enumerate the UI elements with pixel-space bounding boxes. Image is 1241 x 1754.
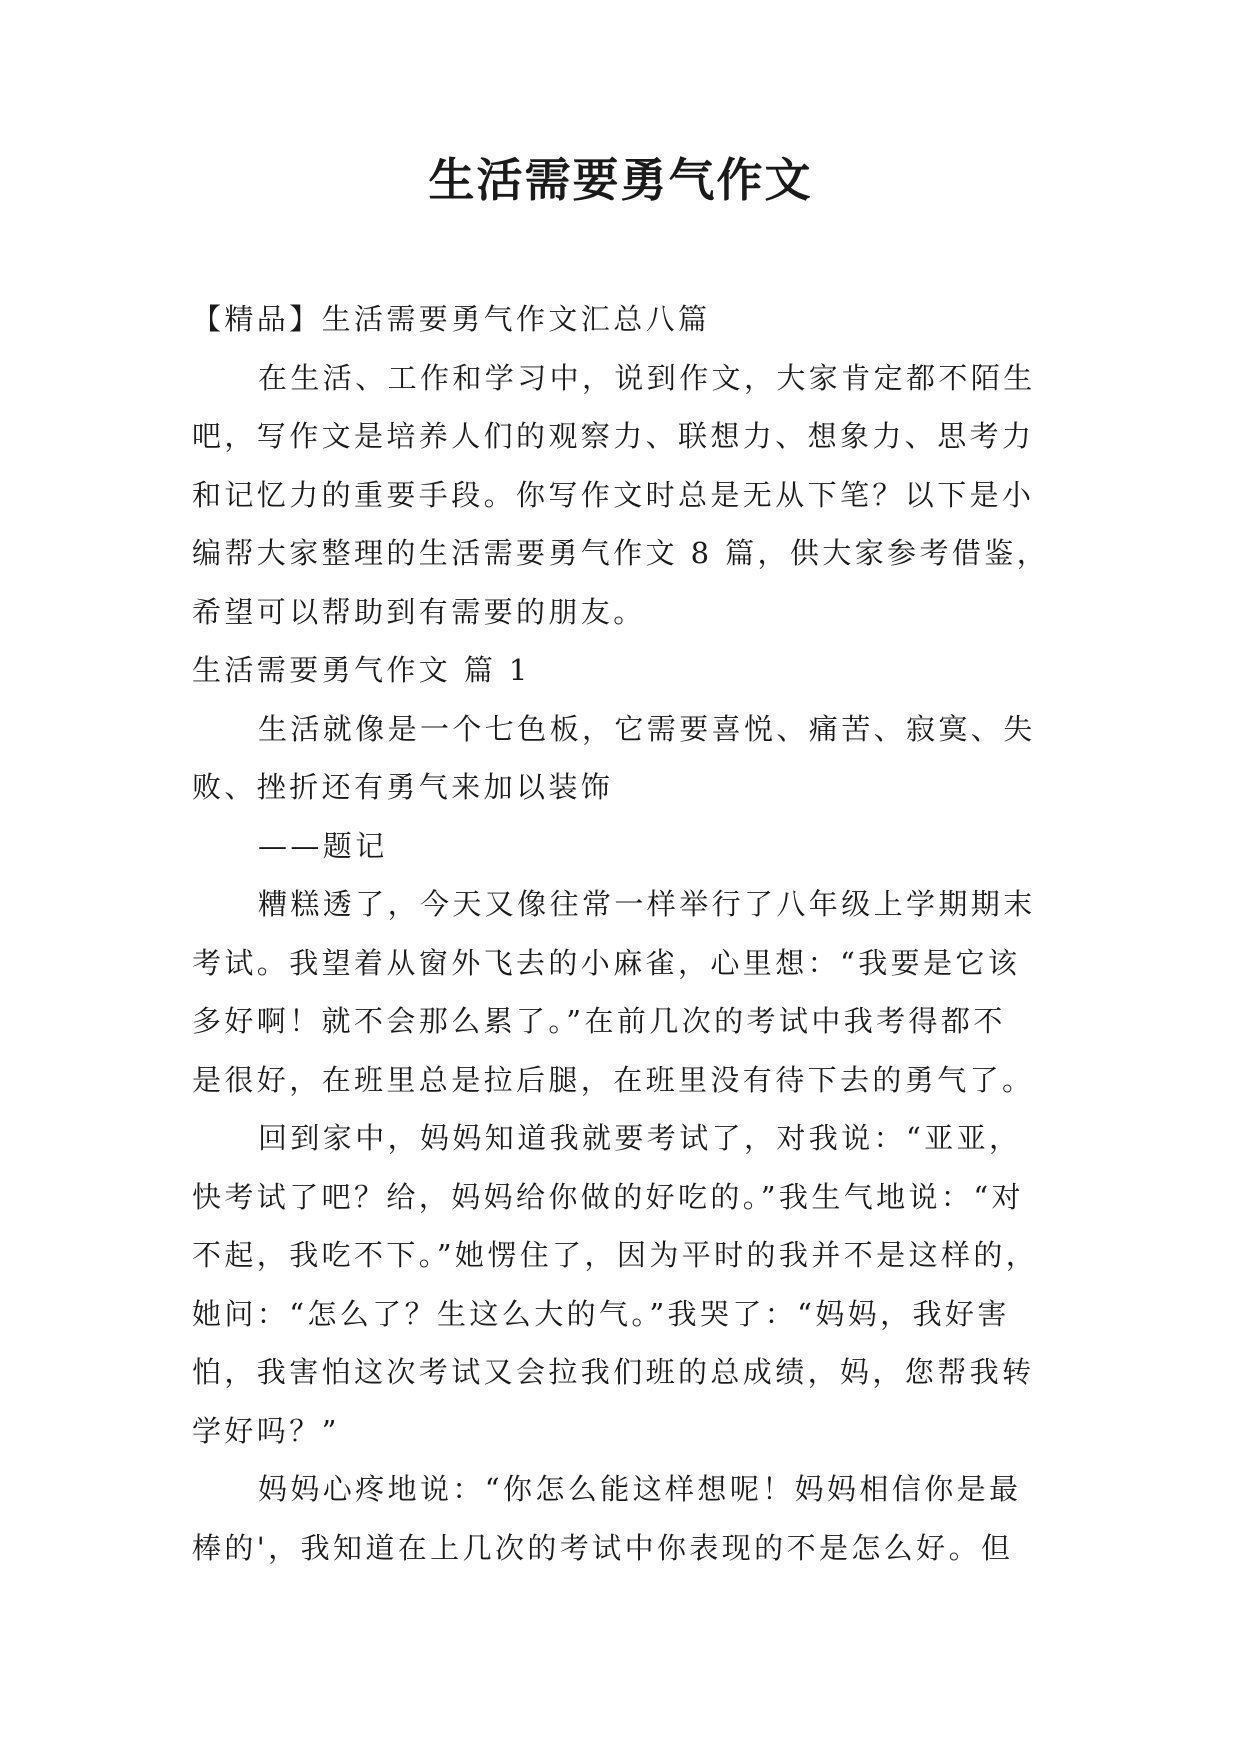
body-line: 生活就像是一个七色板，它需要喜悦、痛苦、寂寞、失	[258, 711, 1036, 746]
body-line: 不起，我吃不下。”她愣住了，因为平时的我并不是这样的，	[192, 1238, 1039, 1272]
body-line: 妈妈心疼地说：“你怎么能这样想呢！妈妈相信你是最	[258, 1472, 1022, 1506]
body-line: 多好啊！就不会那么累了。”在前几次的考试中我考得都不	[192, 1004, 1006, 1038]
body-line: 希望可以帮助到有需要的朋友。	[192, 594, 646, 629]
body-line: 在生活、工作和学习中，说到作文，大家肯定都不陌生	[258, 360, 1036, 395]
body-line: 编帮大家整理的生活需要勇气作文 8 篇，供大家参考借鉴，	[192, 536, 1050, 570]
body-line: 糟糕透了，今天又像往常一样举行了八年级上学期期末	[258, 887, 1036, 921]
body-line: 棒的'，我知道在上几次的考试中你表现的不是怎么好。但	[192, 1530, 1014, 1565]
body-line: 她问：“怎么了？生这么大的气。”我哭了：“妈妈，我好害	[192, 1296, 1010, 1331]
body-line: 和记忆力的重要手段。你写作文时总是无从下笔？以下是小	[192, 477, 1035, 512]
body-line: 败、挫折还有勇气来加以装饰	[192, 770, 614, 804]
body-line: 【精品】生活需要勇气作文汇总八篇	[192, 302, 711, 336]
body-line: 学好吗？”	[192, 1413, 340, 1448]
body-line: 怕，我害怕这次考试又会拉我们班的总成绩，妈，您帮我转	[192, 1355, 1035, 1389]
epigraph-attribution: ——题记	[258, 828, 388, 863]
body-line: 吧，写作文是培养人们的观察力、联想力、想象力、思考力	[192, 419, 1035, 453]
body-line: 是很好，在班里总是拉后腿，在班里没有待下去的勇气了。	[192, 1062, 1035, 1097]
section-heading: 生活需要勇气作文 篇 1	[192, 653, 531, 687]
document-body	[192, 290, 1072, 1577]
document-title: 生活需要勇气作文	[428, 153, 813, 207]
body-line: 快考试了吧？给，妈妈给你做的好吃的。”我生气地说：“对	[192, 1179, 1024, 1214]
body-line: 回到家中，妈妈知道我就要考试了，对我说：“亚亚，	[258, 1121, 1022, 1155]
body-line: 考试。我望着从窗外飞去的小麻雀，心里想：“我要是它该	[192, 945, 1021, 980]
